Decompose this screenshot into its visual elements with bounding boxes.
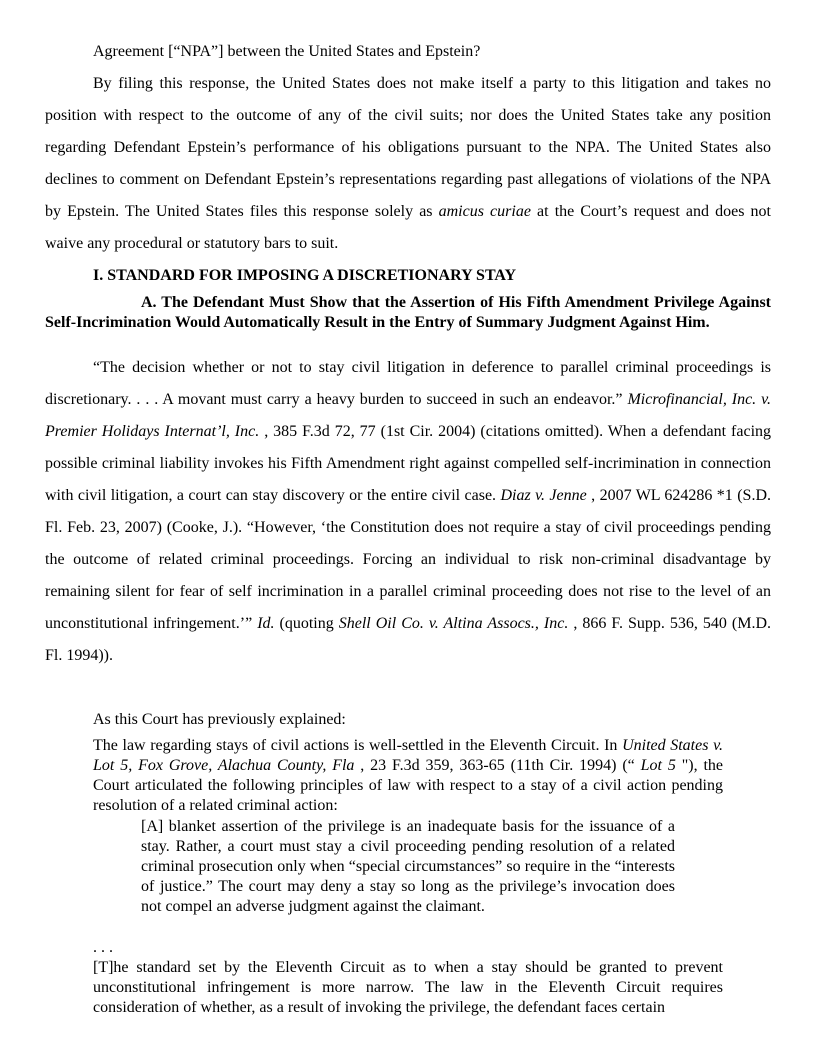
case-citation: Diaz v. Jenne — [500, 487, 587, 504]
block-quote: The law regarding stays of civil actions is well-settled in the Eleventh Circuit. In United States v. Lot 5, Fox Grove, Alachua County, Fla , 23 F.3d 359, 363-65 (11th Cir. 1994) (“ Lot 5 "), the Court articulated the following principles of law with respect to a stay of a civil action pending resolution of a related criminal action: — [93, 737, 723, 814]
subsection-heading: A. The Defendant Must Show that the Assertion of His Fifth Amendment Privilege Against Self-Incrimination Would Automatically Result in the Entry of Summary Judgment Against Him. — [45, 294, 771, 331]
case-citation: Shell Oil Co. v. Altina Assocs., Inc. — [338, 615, 569, 632]
nested-block-quote: [A] blanket assertion of the privilege is an inadequate basis for the issuance of a stay. Rather, a court must stay a civil proceeding pending resolution of a related criminal prosecution only when “special circumstances” so require in the “interests of justice.” The court may deny a stay so long as the privilege’s invocation does not compel an adverse judgment against the claimant. — [141, 818, 675, 915]
case-citation: United States v. Lot 5, Fox Grove, Alachua County, Fla — [93, 737, 723, 774]
section-heading: I. STANDARD FOR IMPOSING A DISCRETIONARY STAY — [93, 267, 517, 284]
case-citation: Id. — [257, 615, 275, 632]
standard-paragraph: “The decision whether or not to stay civil litigation in deference to parallel criminal proceedings is discretionary. . . . A movant must carry a heavy burden to succeed in such an endeavor.” Microfinancial, Inc. v. Premier Holidays Internat’l, Inc. , 385 F.3d 72, 77 (1st Cir. 2004) (citations omitted). When a defendant facing possible criminal liability invokes his Fifth Amendment right against compelled self-incrimination in connection with civil litigation, a court can stay discovery or the entire civil case. Diaz v. Jenne , 2007 WL 624286 *1 (S.D. Fl. Feb. 23, 2007) (Cooke, J.). “However, ‘the Constitution does not require a stay of civil proceedings pending the outcome of related criminal proceedings. Forcing an individual to risk non-criminal disadvantage by remaining silent for fear of self incrimination in a parallel criminal proceeding does not rise to the level of an unconstitutional infringement.’” Id. (quoting Shell Oil Co. v. Altina Assocs., Inc. , 866 F. Supp. 536, 540 (M.D. Fl. 1994)). — [45, 359, 772, 664]
amicus-paragraph: By filing this response, the United States does not make itself a party to this litigation and takes no position with respect to the outcome of any of the civil suits; nor does the United States take any position regarding Defendant Epstein’s performance of his obligations pursuant to the NPA. The United States also declines to comment on Defendant Epstein’s representations regarding past allegations of violations of the NPA by Epstein. The United States files this response solely as amicus curiae at the Court’s request and does not waive any procedural or statutory bars to suit. — [45, 75, 771, 252]
case-citation: Lot 5 — [640, 757, 676, 774]
ellipsis: . . . — [93, 939, 113, 956]
intro-line: As this Court has previously explained: — [93, 711, 346, 728]
question-continuation: Agreement [“NPA”] between the United States and Epstein? — [93, 43, 481, 60]
block-quote-continued: [T]he standard set by the Eleventh Circuit as to when a stay should be granted to prevent unconstitutional infringement is more narrow. The law in the Eleventh Circuit requires consideration of whether, as a result of invoking the privilege, the defendant faces certain — [93, 959, 723, 1016]
amicus-curiae-italic: amicus curiae — [438, 203, 531, 220]
case-citation: Microfinancial, Inc. v. Premier Holidays Internat’l, Inc. — [45, 391, 772, 440]
